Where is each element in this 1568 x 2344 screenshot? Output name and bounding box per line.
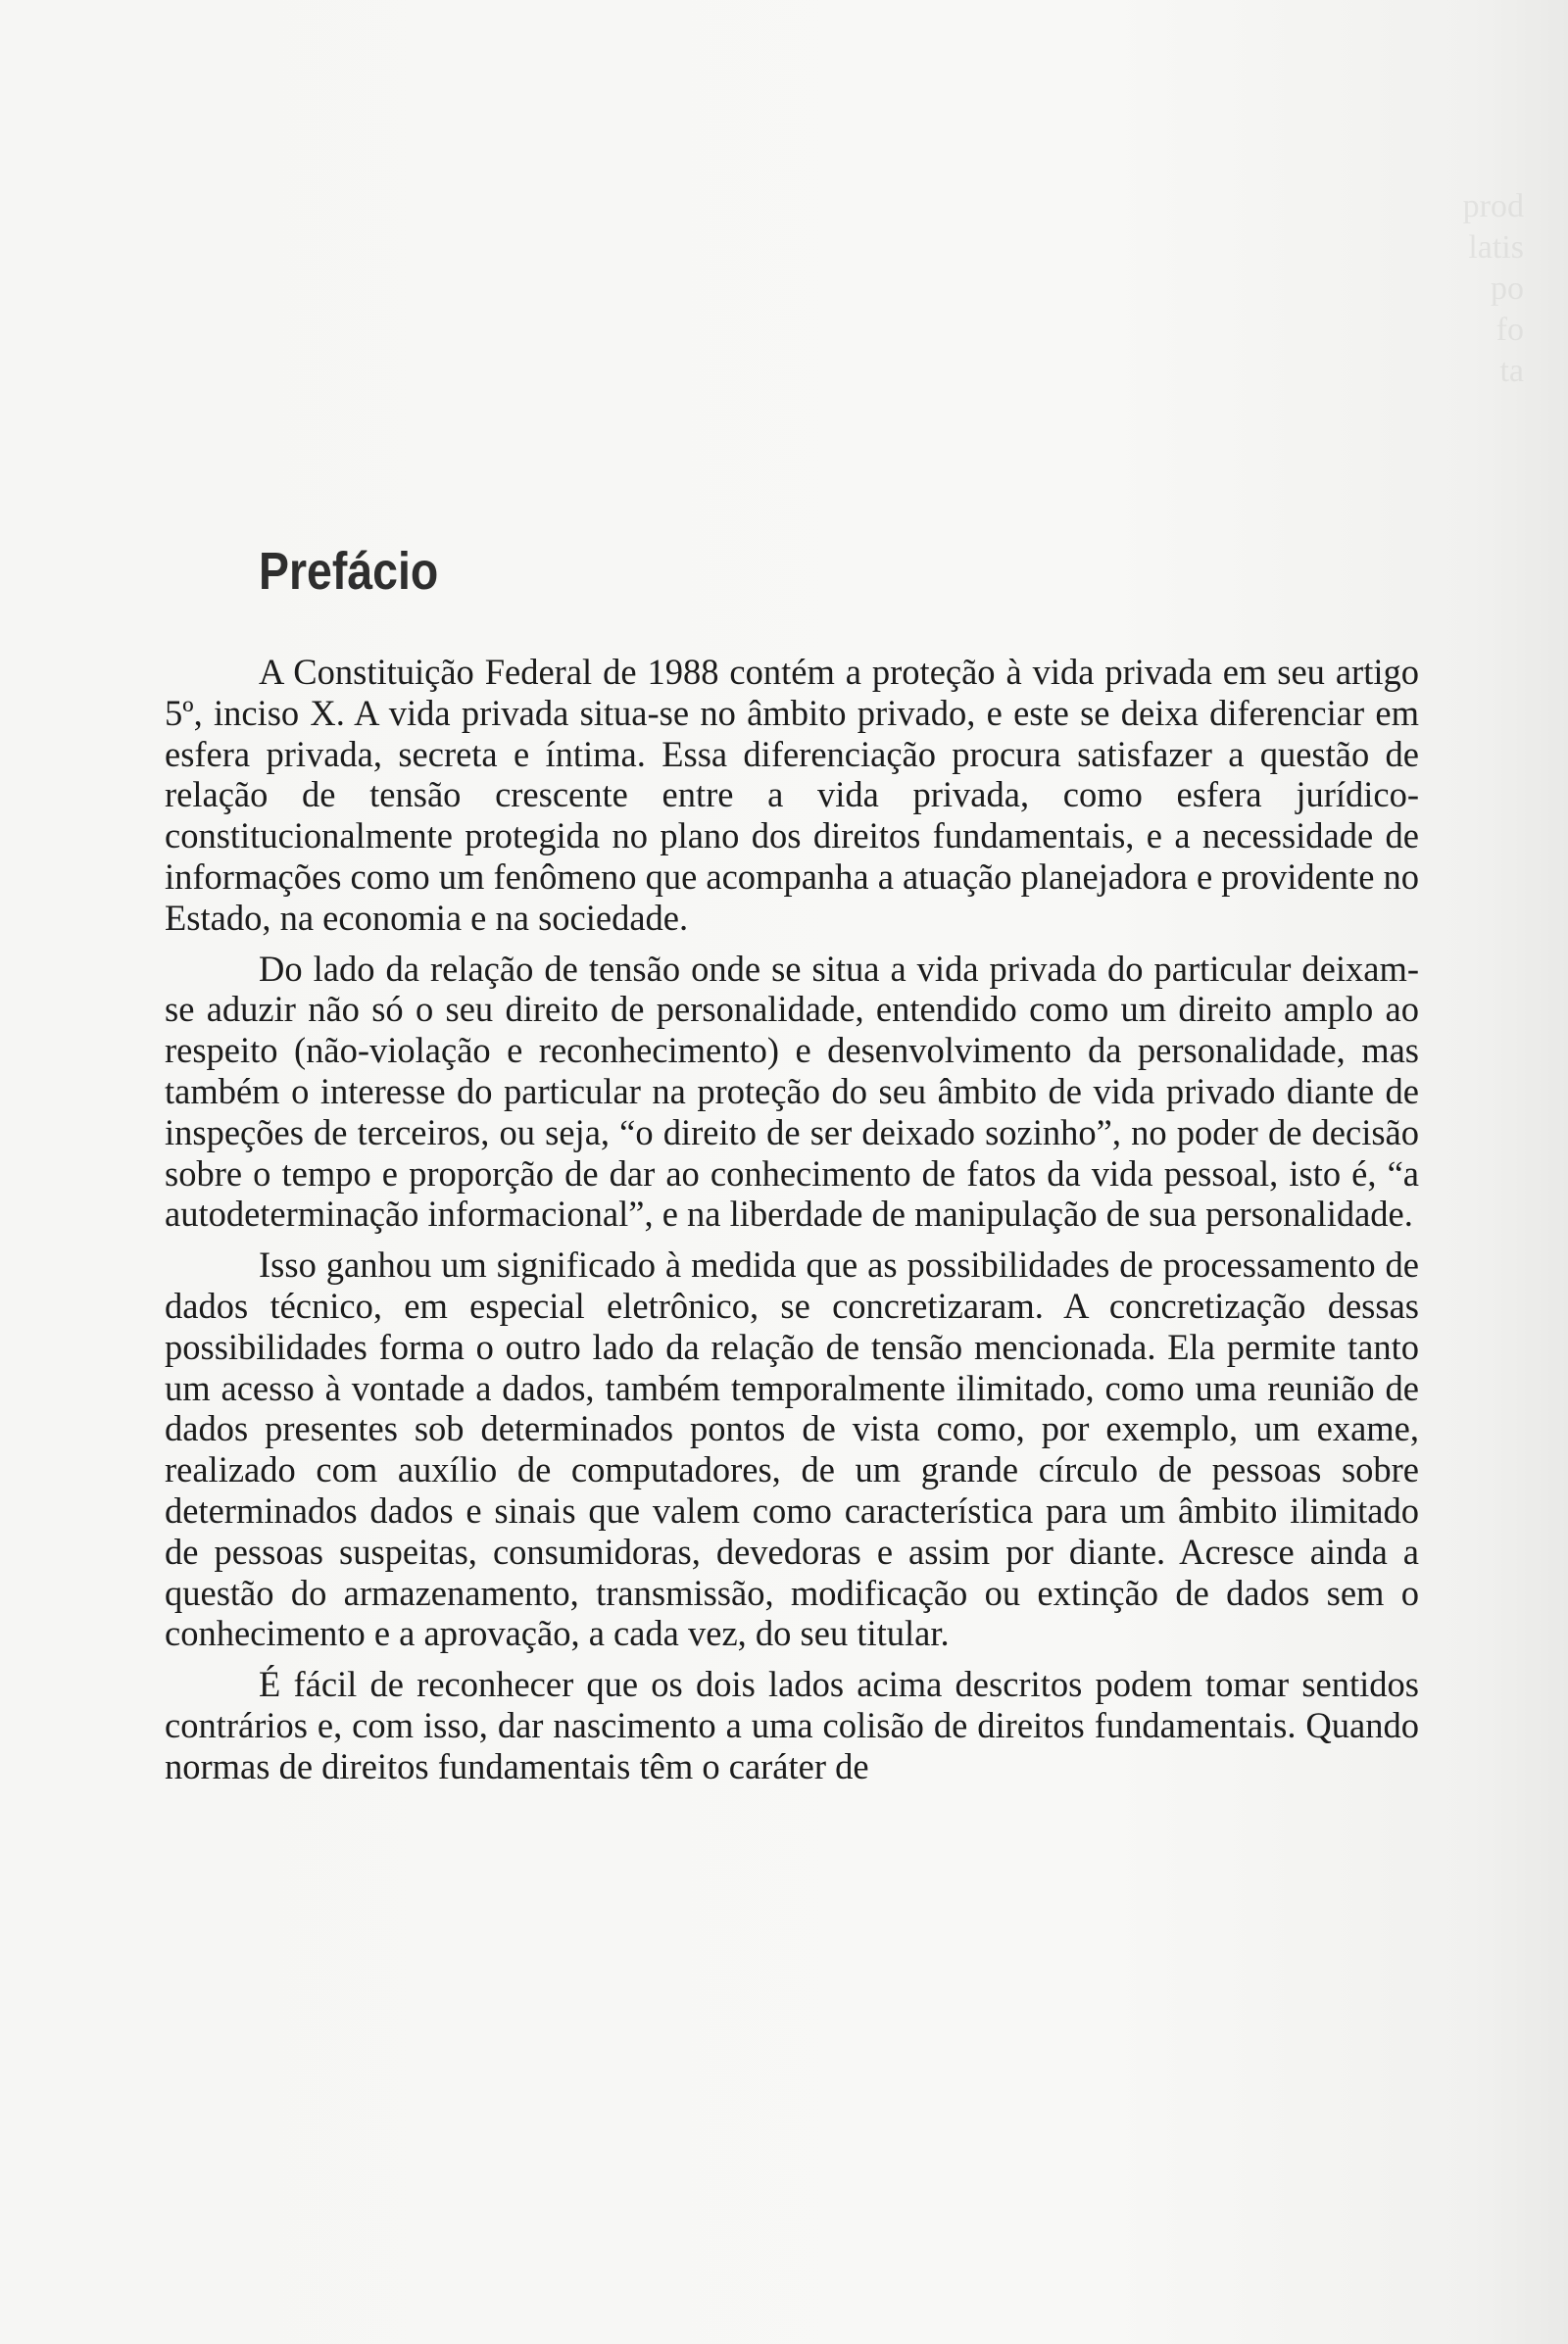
show-through-text xyxy=(1269,186,1524,412)
page-title: Prefácio xyxy=(259,542,439,601)
paragraph: A Constituição Federal de 1988 contém a proteção à vida privada em seu artigo 5º, inciso X. A vida privada situa-se no âmbito privado, e este se deixa diferenciar em esfera privada, secreta e íntima. Essa diferenciação procura satisfazer a questão de relação de tensão crescente entre a vida privada, como esfera jurídico-constitucionalmente protegida no plano dos direitos fundamentais, e a necessidade de informações como um fenômeno que acompanha a atuação planejadora e providente no Estado, na economia e na sociedade. xyxy=(165,652,1420,938)
show-through-line: latis xyxy=(1468,229,1524,266)
paragraph: Isso ganhou um significado à medida que as possibilidades de processamento de dados técnico, em especial eletrônico, se concretizaram. A concretização dessas possibilidades forma o outro lado da relação de tensão mencionada. Ela permite tanto um acesso à vontade a dados, também temporalmente ilimitado, como uma reunião de dados presentes sob determinados pontos de vista como, por exemplo, um exame, realizado com auxílio de computadores, de um grande círculo de pessoas sobre determinados dados e sinais que valem como característica para um âmbito ilimitado de pessoas suspeitas, consumidoras, devedoras e assim por diante. Acresce ainda a questão do armazenamento, transmissão, modificação ou extinção de dados sem o conhecimento e a aprovação, a cada vez, do seu titular. xyxy=(165,1245,1419,1654)
paragraph: É fácil de reconhecer que os dois lados acima descritos podem tomar sentidos contrários e, com isso, dar nascimento a uma colisão de direitos fundamentais. Quando normas de direitos fundamentais têm o caráter de xyxy=(165,1664,1419,1786)
body-text xyxy=(165,652,1419,1797)
show-through-line: ta xyxy=(1499,353,1524,389)
show-through-line: fo xyxy=(1495,312,1524,348)
show-through-line: prod xyxy=(1462,188,1524,224)
show-through-line: po xyxy=(1491,270,1524,307)
paragraph: Do lado da relação de tensão onde se situa a vida privada do particular deixam-se aduzir não só o seu direito de personalidade, entendido como um direito amplo ao respeito (não-violação e reconhecimento) e desenvolvimento da personalidade, mas também o interesse do particular na proteção do seu âmbito de vida privado diante de inspeções de terceiros, ou seja, “o direito de ser deixado sozinho”, no poder de decisão sobre o tempo e proporção de dar ao conhecimento de fatos da vida pessoal, isto é, “a autodeterminação informacional”, e na liberdade de manipulação de sua personalidade. xyxy=(165,948,1419,1235)
